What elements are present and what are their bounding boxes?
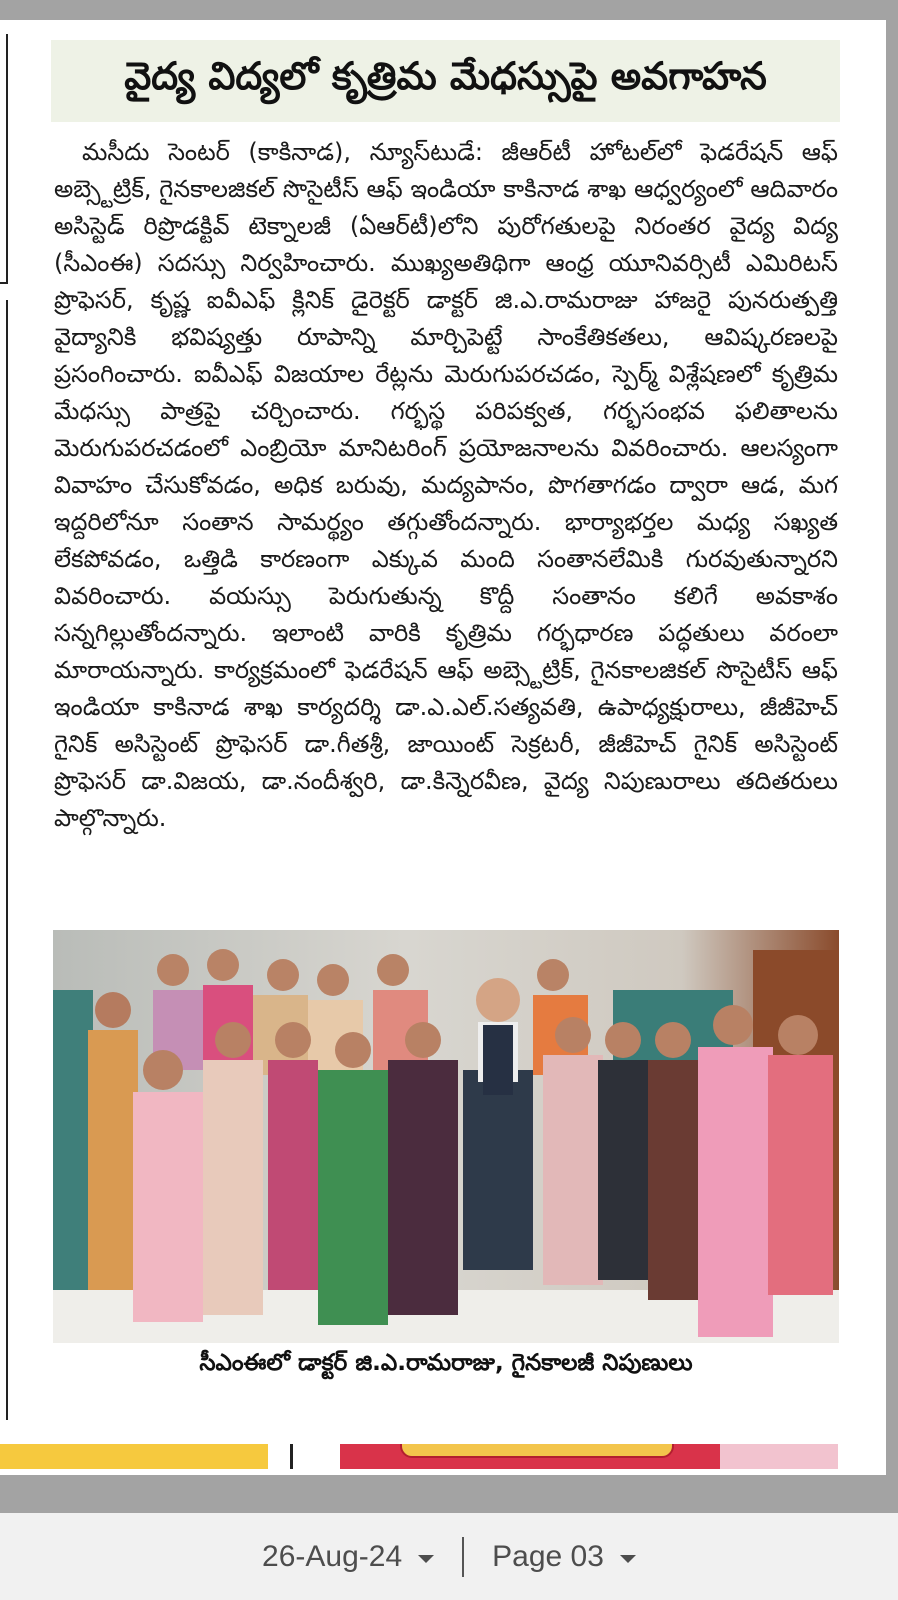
page-selector[interactable] (492, 1540, 636, 1574)
caret-down-icon (620, 1555, 636, 1563)
column-rule-tick (0, 282, 8, 284)
date-selector[interactable] (262, 1540, 434, 1574)
page-label: Page 03 (492, 1539, 604, 1573)
article-body: మసీదు సెంటర్ (కాకినాడ), న్యూస్‌టుడే: జీఆర్‌టీ హోటల్‌లో ఫెడరేషన్ ఆఫ్ అబ్స్టెట్రిక్, గైనకాలజికల్ సొసైటీస్ ఆఫ్ ఇండియా కాకినాడ శాఖ ఆధ్వర్యంలో ఆదివారం అసిస్టెడ్ రిప్రొడక్టివ్ టెక్నాలజీ (ఏఆర్‌టీ)లోని పురోగతులపై నిరంతర వైద్య విద్య (సీఎంఈ) సదస్సు నిర్వహించారు. ముఖ్యఅతిథిగా ఆంధ్ర యూనివర్సిటీ ఎమిరిటస్ ప్రొఫెసర్, కృష్ణ ఐవీఎఫ్ క్లినిక్ డైరెక్టర్ డాక్టర్ జి.ఎ.రామరాజు హాజరై పునరుత్పత్తి వైద్యానికి భవిష్యత్తు రూపాన్ని మార్చిపెట్టే సాంకేతికతలు, ఆవిష్కరణలపై ప్రసంగించారు. ఐవీఎఫ్ విజయాల రేట్లను మెరుగుపరచడం, స్పెర్మ్ విశ్లేషణలో కృత్రిమ మేధస్సు పాత్రపై చర్చించారు. గర్భస్థ పరిపక్వత, గర్భసంభవ ఫలితాలను మెరుగుపరచడంలో ఎంబ్రియో మానిటరింగ్ ప్రయోజనాలను వివరించారు. ఆలస్యంగా వివాహం చేసుకోవడం, అధిక బరువు, మద్యపానం, పొగతాగడం ద్వారా ఆడ, మగ ఇద్దరిలోనూ సంతాన సామర్థ్యం తగ్గుతోందన్నారు. భార్యాభర్తల మధ్య సఖ్యత లేకపోవడం, ఒత్తిడి కారణంగా ఎక్కువ మంది సంతానలేమికి గురవుతున్నారని వివరించారు. వయస్సు పెరుగుతున్న కొద్దీ సంతానం కలిగే అవకాశం సన్నగిల్లుతోందన్నారు. ఇలాంటి వారికి కృత్రిమ గర్భధారణ పద్ధతులు వరంలా మారాయన్నారు. కార్యక్రమంలో ఫెడరేషన్ ఆఫ్ అబ్స్టెట్రిక్, గైనకాలజికల్ సొసైటీస్ ఆఫ్ ఇండియా కాకినాడ శాఖ కార్యదర్శి డా.ఎ.ఎల్.సత్యవతి, ఉపాధ్యక్షురాలు, జీజీహెచ్ గైనిక్ అసిస్టెంట్ ప్రొఫెసర్ డా.గీతశ్రీ, జాయింట్ సెక్రటరీ, జీజీహెచ్ గైనిక్ అసిస్టెంట్ ప్రొఫెసర్ డా.విజయ, డా.నందీశ్వరి, డా.కిన్నెరవీణ, వైద్య నిపుణురాలు తదితరులు పాల్గొన్నారు. (54, 138, 838, 832)
footer-divider (462, 1537, 464, 1577)
newspaper-page[interactable] (0, 20, 886, 1475)
next-article-strip (0, 1422, 886, 1475)
caret-down-icon (418, 1555, 434, 1563)
viewer-bottom-margin (0, 1475, 898, 1513)
column-rule (6, 300, 8, 1420)
ad-strip-pink (720, 1444, 838, 1469)
article-headline: వైద్య విద్యలో కృత్రిమ మేధస్సుపై అవగాహన (51, 40, 840, 122)
viewer-top-margin (0, 0, 898, 20)
ad-strip-yellow (0, 1444, 268, 1469)
article-photo (53, 930, 839, 1343)
ad-banner-ribbon (400, 1444, 674, 1458)
ad-banner-red (340, 1444, 740, 1469)
date-label: 26-Aug-24 (262, 1539, 403, 1573)
column-rule (290, 1444, 293, 1469)
photo-caption: సీఎంఈలో డాక్టర్ జి.ఎ.రామరాజు, గైనకాలజీ నిపుణులు (199, 1350, 693, 1376)
column-rule (6, 34, 8, 284)
group-photo-image (53, 930, 839, 1343)
edition-navigation-bar (0, 1513, 898, 1600)
